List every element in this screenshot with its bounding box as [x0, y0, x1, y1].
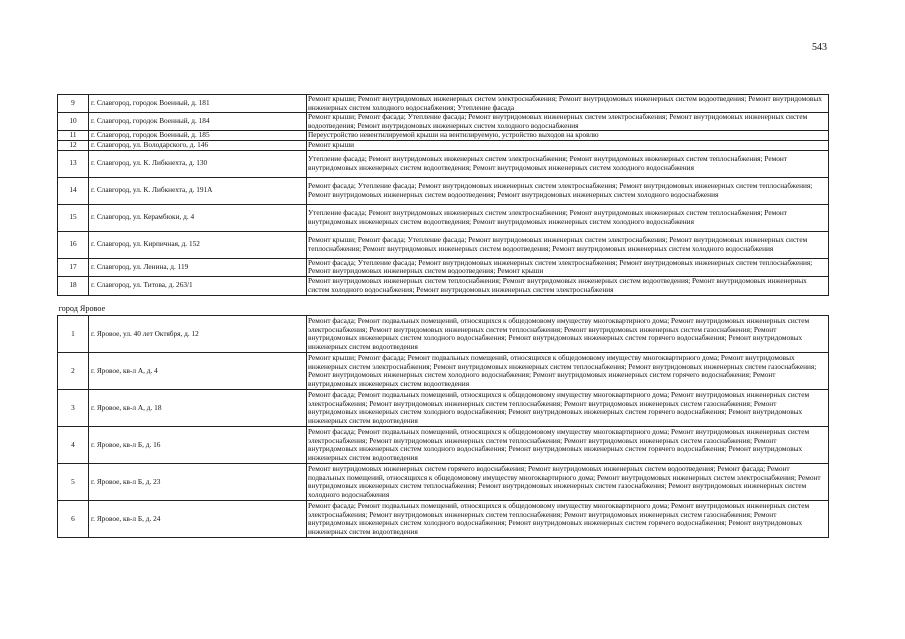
row-works: Утепление фасада; Ремонт внутридомовых инженерных систем электроснабжения; Ремонт внутридомовых инженерных систем теплоснабжения; Ремонт внутридомовых инженерных систем водоотведения; Ремонт внутридомовых инженерных систем холодного водоснабжения [307, 204, 829, 231]
row-number: 2 [58, 353, 89, 390]
row-number: 13 [58, 150, 89, 177]
table-row [58, 390, 829, 427]
table-row [58, 231, 829, 258]
row-works: Ремонт крыши; Ремонт фасада; Ремонт подвальных помещений, относящихся к общедомовому имуществу многоквартирного дома; Ремонт внутридомовых инженерных систем электроснабжения; Ремонт внутридомовых инженерных систем теплоснабжения; Ремонт внутридомовых инженерных систем газоснабжения; Ремонт внутридомовых инженерных систем холодного водоснабжения; Ремонт внутридомовых инженерных систем горячего водоснабжения; Ремонт внутридомовых инженерных систем водоотведения [307, 353, 829, 390]
row-address: г. Яровое, ул. 40 лет Октября, д. 12 [89, 316, 307, 353]
row-number: 3 [58, 390, 89, 427]
row-works: Ремонт фасада; Ремонт подвальных помещений, относящихся к общедомовому имуществу многоквартирного дома; Ремонт внутридомовых инженерных систем электроснабжения; Ремонт внутридомовых инженерных систем теплоснабжения; Ремонт внутридомовых инженерных систем газоснабжения; Ремонт внутридомовых инженерных систем холодного водоснабжения; Ремонт внутридомовых инженерных систем горячего водоснабжения; Ремонт внутридомовых инженерных систем водоотведения [307, 427, 829, 464]
row-address: г. Славгород, ул. К. Либкнехта, д. 191А [89, 177, 307, 204]
row-number: 15 [58, 204, 89, 231]
row-works: Ремонт фасада; Ремонт подвальных помещений, относящихся к общедомовому имуществу многоквартирного дома; Ремонт внутридомовых инженерных систем электроснабжения; Ремонт внутридомовых инженерных систем теплоснабжения; Ремонт внутридомовых инженерных систем газоснабжения; Ремонт внутридомовых инженерных систем холодного водоснабжения; Ремонт внутридомовых инженерных систем горячего водоснабжения; Ремонт внутридомовых инженерных систем водоотведения [307, 501, 829, 538]
row-address: г. Славгород, городок Военный, д. 184 [89, 113, 307, 131]
slavgorod-rows [58, 95, 829, 296]
row-number: 10 [58, 113, 89, 131]
row-address: г. Славгород, ул. Кирпичная, д. 152 [89, 231, 307, 258]
section-header [58, 295, 829, 316]
table-row [58, 501, 829, 538]
row-number: 5 [58, 464, 89, 501]
row-works: Ремонт внутридомовых инженерных систем горячего водоснабжения; Ремонт внутридомовых инженерных систем водоотведения; Ремонт фасада; Ремонт подвальных помещений, относящихся к общедомовому имуществу многоквартирного дома; Ремонт внутридомовых инженерных систем электроснабжения; Ремонт внутридомовых инженерных систем теплоснабжения; Ремонт внутридомовых инженерных систем газоснабжения; Ремонт внутридомовых инженерных систем холодного водоснабжения [307, 464, 829, 501]
row-number: 12 [58, 140, 89, 150]
row-address: г. Славгород, городок Военный, д. 181 [89, 95, 307, 113]
row-address: г. Славгород, ул. К. Либкнехта, д. 130 [89, 150, 307, 177]
row-address: г. Яровое, кв-л Б, д. 16 [89, 427, 307, 464]
table-row [58, 353, 829, 390]
row-number: 9 [58, 95, 89, 113]
table-row [58, 131, 829, 141]
row-address: г. Славгород, ул. Володарского, д. 146 [89, 140, 307, 150]
row-works: Переустройство невентилируемой крыши на вентилируемую, устройство выходов на кровлю [307, 131, 829, 141]
row-number: 17 [58, 258, 89, 276]
row-works: Ремонт фасада; Утепление фасада; Ремонт внутридомовых инженерных систем электроснабжения; Ремонт внутридомовых инженерных систем теплоснабжения; Ремонт внутридомовых инженерных систем водоотведения; Ремонт внутридомовых инженерных систем холодного водоснабжения [307, 177, 829, 204]
row-address: г. Славгород, ул. Титова, д. 263/1 [89, 276, 307, 295]
row-address: г. Славгород, ул. Керамбюки, д. 4 [89, 204, 307, 231]
table-row [58, 177, 829, 204]
page-number: 543 [812, 42, 827, 53]
row-address: г. Яровое, кв-л А, д. 4 [89, 353, 307, 390]
row-works: Ремонт фасада; Утепление фасада; Ремонт внутридомовых инженерных систем электроснабжения; Ремонт внутридомовых инженерных систем теплоснабжения; Ремонт внутридомовых инженерных систем водоотведения; Ремонт крыши [307, 258, 829, 276]
table-row [58, 150, 829, 177]
table-row [58, 95, 829, 113]
row-number: 16 [58, 231, 89, 258]
table-row [58, 204, 829, 231]
row-works: Ремонт фасада; Ремонт подвальных помещений, относящихся к общедомовому имуществу многоквартирного дома; Ремонт внутридомовых инженерных систем электроснабжения; Ремонт внутридомовых инженерных систем теплоснабжения; Ремонт внутридомовых инженерных систем газоснабжения; Ремонт внутридомовых инженерных систем холодного водоснабжения; Ремонт внутридомовых инженерных систем горячего водоснабжения; Ремонт внутридомовых инженерных систем водоотведения [307, 390, 829, 427]
row-number: 11 [58, 131, 89, 141]
row-address: г. Славгород, ул. Ленина, д. 119 [89, 258, 307, 276]
row-address: г. Яровое, кв-л Б, д. 24 [89, 501, 307, 538]
section-title: город Яровое [58, 295, 829, 316]
row-number: 1 [58, 316, 89, 353]
row-works: Ремонт крыши [307, 140, 829, 150]
table-row [58, 427, 829, 464]
row-works: Ремонт крыши; Ремонт фасада; Утепление фасада; Ремонт внутридомовых инженерных систем электроснабжения; Ремонт внутридомовых инженерных систем водоотведения; Ремонт внутридомовых инженерных систем холодного водоснабжения [307, 113, 829, 131]
row-address: г. Яровое, кв-л А, д. 18 [89, 390, 307, 427]
table-row [58, 464, 829, 501]
table-row [58, 276, 829, 295]
row-works: Ремонт фасада; Ремонт подвальных помещений, относящихся к общедомовому имуществу многоквартирного дома; Ремонт внутридомовых инженерных систем электроснабжения; Ремонт внутридомовых инженерных систем теплоснабжения; Ремонт внутридомовых инженерных систем газоснабжения; Ремонт внутридомовых инженерных систем холодного водоснабжения; Ремонт внутридомовых инженерных систем горячего водоснабжения; Ремонт внутридомовых инженерных систем водоотведения [307, 316, 829, 353]
yarovoe-rows [58, 316, 829, 538]
repair-works-table [57, 94, 829, 538]
row-address: г. Яровое, кв-л Б, д. 23 [89, 464, 307, 501]
row-works: Ремонт внутридомовых инженерных систем теплоснабжения; Ремонт внутридомовых инженерных систем водоотведения; Ремонт внутридомовых инженерных систем холодного водоснабжения; Ремонт внутридомовых инженерных систем электроснабжения [307, 276, 829, 295]
row-works: Ремонт крыши; Ремонт внутридомовых инженерных систем электроснабжения; Ремонт внутридомовых инженерных систем водоотведения; Ремонт внутридомовых инженерных систем холодного водоснабжения; Утепление фасада [307, 95, 829, 113]
row-number: 4 [58, 427, 89, 464]
table-row [58, 113, 829, 131]
table-row [58, 140, 829, 150]
row-number: 14 [58, 177, 89, 204]
table-row [58, 316, 829, 353]
row-number: 18 [58, 276, 89, 295]
row-works: Ремонт крыши; Ремонт фасада; Утепление фасада; Ремонт внутридомовых инженерных систем электроснабжения; Ремонт внутридомовых инженерных систем теплоснабжения; Ремонт внутридомовых инженерных систем водоотведения; Ремонт внутридомовых инженерных систем холодного водоснабжения [307, 231, 829, 258]
row-number: 6 [58, 501, 89, 538]
table-row [58, 258, 829, 276]
row-works: Утепление фасада; Ремонт внутридомовых инженерных систем электроснабжения; Ремонт внутридомовых инженерных систем теплоснабжения; Ремонт внутридомовых инженерных систем водоотведения; Ремонт внутридомовых инженерных систем холодного водоснабжения [307, 150, 829, 177]
row-address: г. Славгород, городок Военный, д. 185 [89, 131, 307, 141]
document-sheet [57, 94, 828, 538]
